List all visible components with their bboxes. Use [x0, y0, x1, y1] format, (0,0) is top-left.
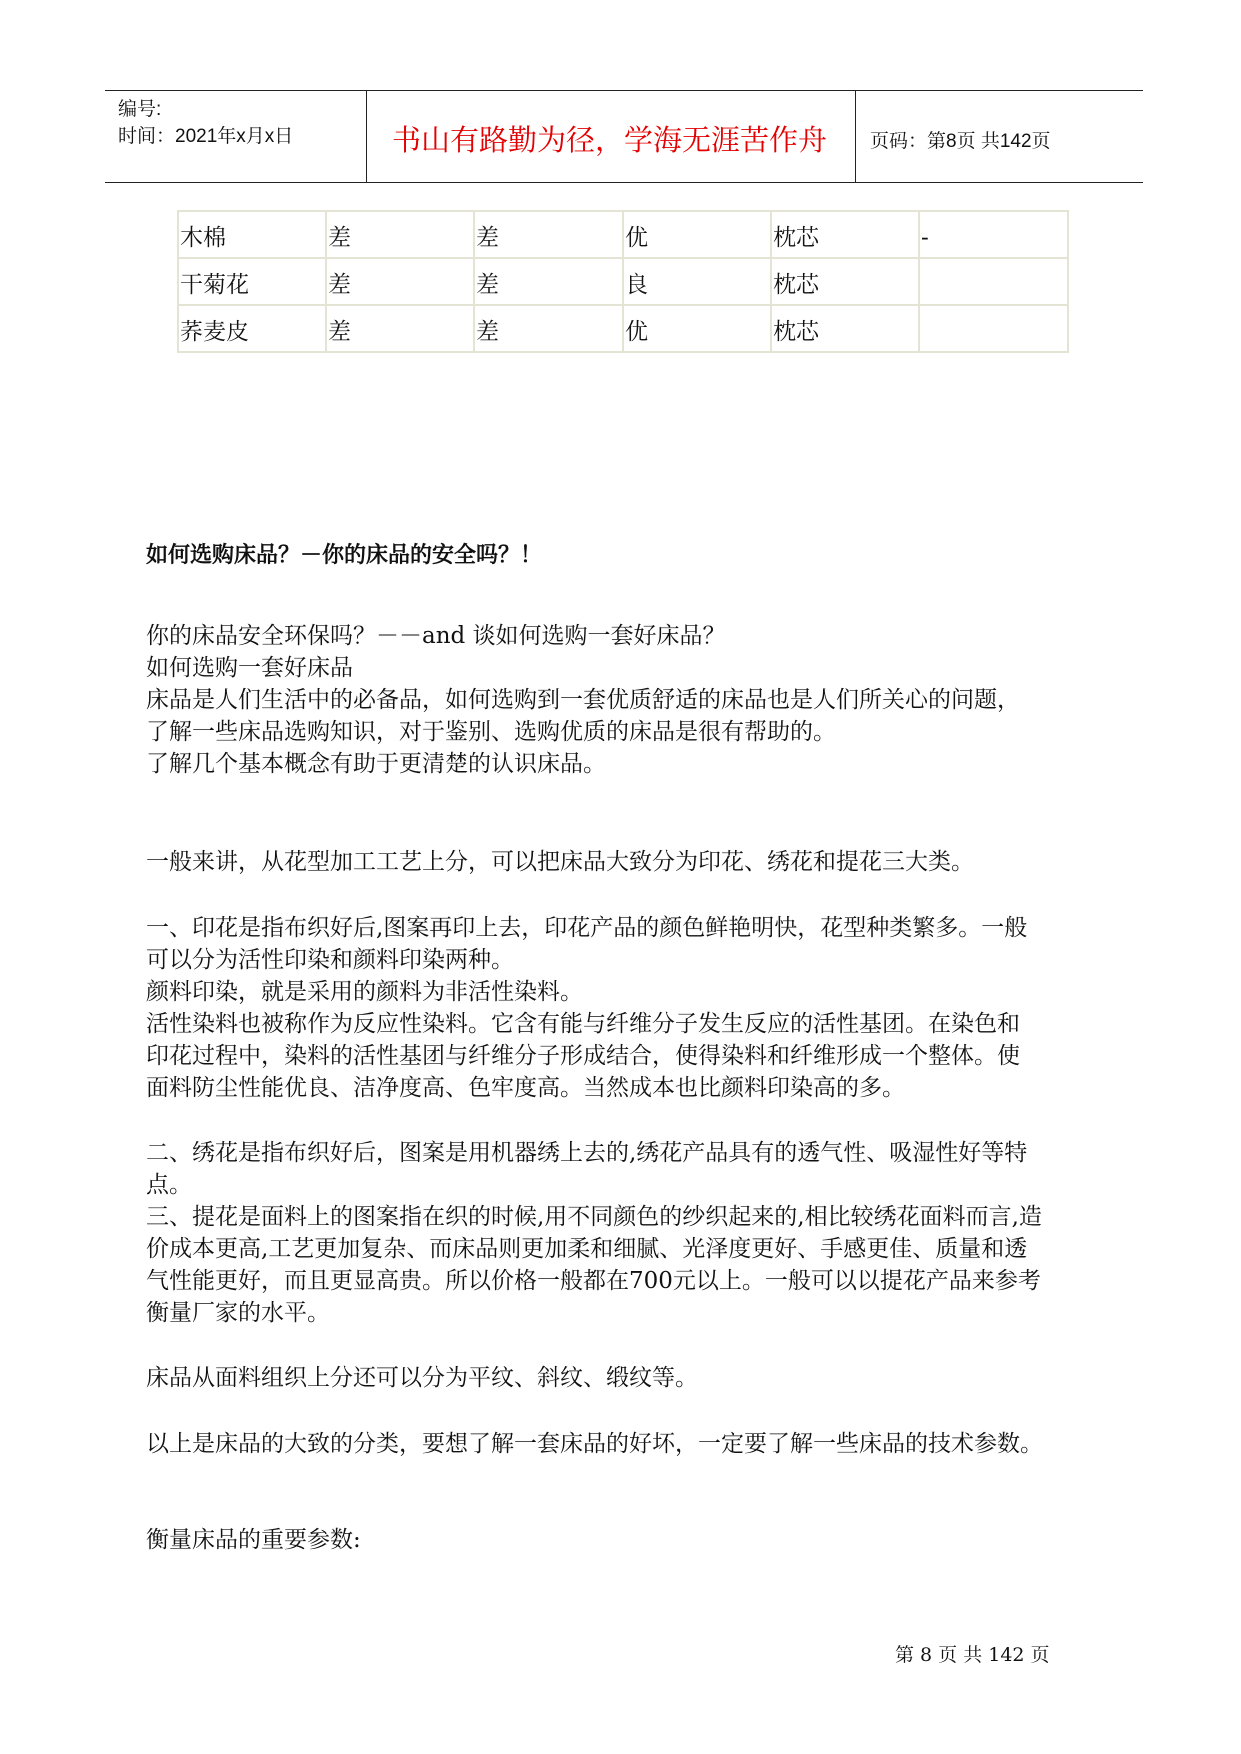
table-cell: -	[919, 211, 1068, 258]
article-line: 三、提花是面料上的图案指在织的时候,用不同颜色的纱织起来的,相比较绣花面料而言,造	[146, 1204, 1042, 1230]
header-motto: 书山有路勤为径，学海无涯苦作舟	[392, 123, 828, 157]
article-line: 一般来讲，从花型加工工艺上分，可以把床品大致分为印花、绣花和提花三大类。	[146, 849, 974, 875]
table-row	[178, 305, 1068, 352]
header-divider-right	[855, 90, 856, 183]
article-line: 衡量床品的重要参数:	[146, 1527, 361, 1553]
table-cell	[919, 258, 1068, 305]
table-row	[178, 258, 1068, 305]
article-line: 衡量厂家的水平。	[146, 1300, 330, 1326]
article-line: 了解几个基本概念有助于更清楚的认识床品。	[146, 751, 606, 777]
article-line: 印花过程中，染料的活性基团与纤维分子形成结合，使得染料和纤维形成一个整体。使	[146, 1043, 1020, 1069]
article-line: 你的床品安全环保吗？－－and 谈如何选购一套好床品？	[146, 623, 726, 649]
article-line: 颜料印染，就是采用的颜料为非活性染料。	[146, 979, 583, 1005]
table-cell: 优	[623, 305, 771, 352]
article-line: 可以分为活性印染和颜料印染两种。	[146, 947, 514, 973]
article-line: 床品是人们生活中的必备品，如何选购到一套优质舒适的床品也是人们所关心的问题，	[146, 687, 1020, 713]
table-cell: 差	[326, 258, 474, 305]
article-line: 一、印花是指布织好后,图案再印上去，印花产品的颜色鲜艳明快，花型种类繁多。一般	[146, 915, 1028, 941]
article-line: 点。	[146, 1172, 192, 1198]
article-line: 如何选购一套好床品	[146, 655, 353, 681]
article-line: 二、绣花是指布织好后，图案是用机器绣上去的,绣花产品具有的透气性、吸湿性好等特	[146, 1140, 1028, 1166]
article-line: 气性能更好，而且更显高贵。所以价格一般都在700元以上。一般可以以提花产品来参考	[146, 1268, 1041, 1294]
table-cell	[919, 305, 1068, 352]
table-cell: 荞麦皮	[178, 305, 326, 352]
table-cell: 差	[326, 211, 474, 258]
article-heading: 如何选购床品？－你的床品的安全吗？！	[146, 543, 543, 568]
table-cell: 差	[474, 211, 623, 258]
article-line: 面料防尘性能优良、洁净度高、色牢度高。当然成本也比颜料印染高的多。	[146, 1075, 905, 1101]
header-time-label: 时间：2021年x月x日	[118, 126, 294, 147]
table-cell: 差	[474, 305, 623, 352]
article-line: 床品从面料组织上分还可以分为平纹、斜纹、缎纹等。	[146, 1365, 698, 1391]
table-row	[178, 211, 1068, 258]
header-bottom-rule	[105, 182, 1143, 183]
header-divider-left	[366, 90, 367, 183]
table-cell: 差	[326, 305, 474, 352]
table-cell: 干菊花	[178, 258, 326, 305]
article-line: 活性染料也被称作为反应性染料。它含有能与纤维分子发生反应的活性基团。在染色和	[146, 1011, 1020, 1037]
table-cell: 木棉	[178, 211, 326, 258]
table-cell: 枕芯	[771, 211, 919, 258]
header-page-label: 页码：第8页 共142页	[870, 131, 1051, 152]
header-serial-label: 编号:	[118, 99, 162, 120]
header-top-rule	[105, 90, 1143, 91]
material-comparison-table	[177, 210, 1069, 353]
article-line: 了解一些床品选购知识，对于鉴别、选购优质的床品是很有帮助的。	[146, 719, 836, 745]
table-cell: 枕芯	[771, 258, 919, 305]
article-line: 以上是床品的大致的分类，要想了解一套床品的好坏，一定要了解一些床品的技术参数。	[146, 1431, 1043, 1457]
table-cell: 差	[474, 258, 623, 305]
footer-page-number: 第 8 页 共 142 页	[895, 1644, 1050, 1666]
article-line: 价成本更高,工艺更加复杂、而床品则更加柔和细腻、光泽度更好、手感更佳、质量和透	[146, 1236, 1028, 1262]
table-cell: 枕芯	[771, 305, 919, 352]
table-cell: 优	[623, 211, 771, 258]
table-cell: 良	[623, 258, 771, 305]
